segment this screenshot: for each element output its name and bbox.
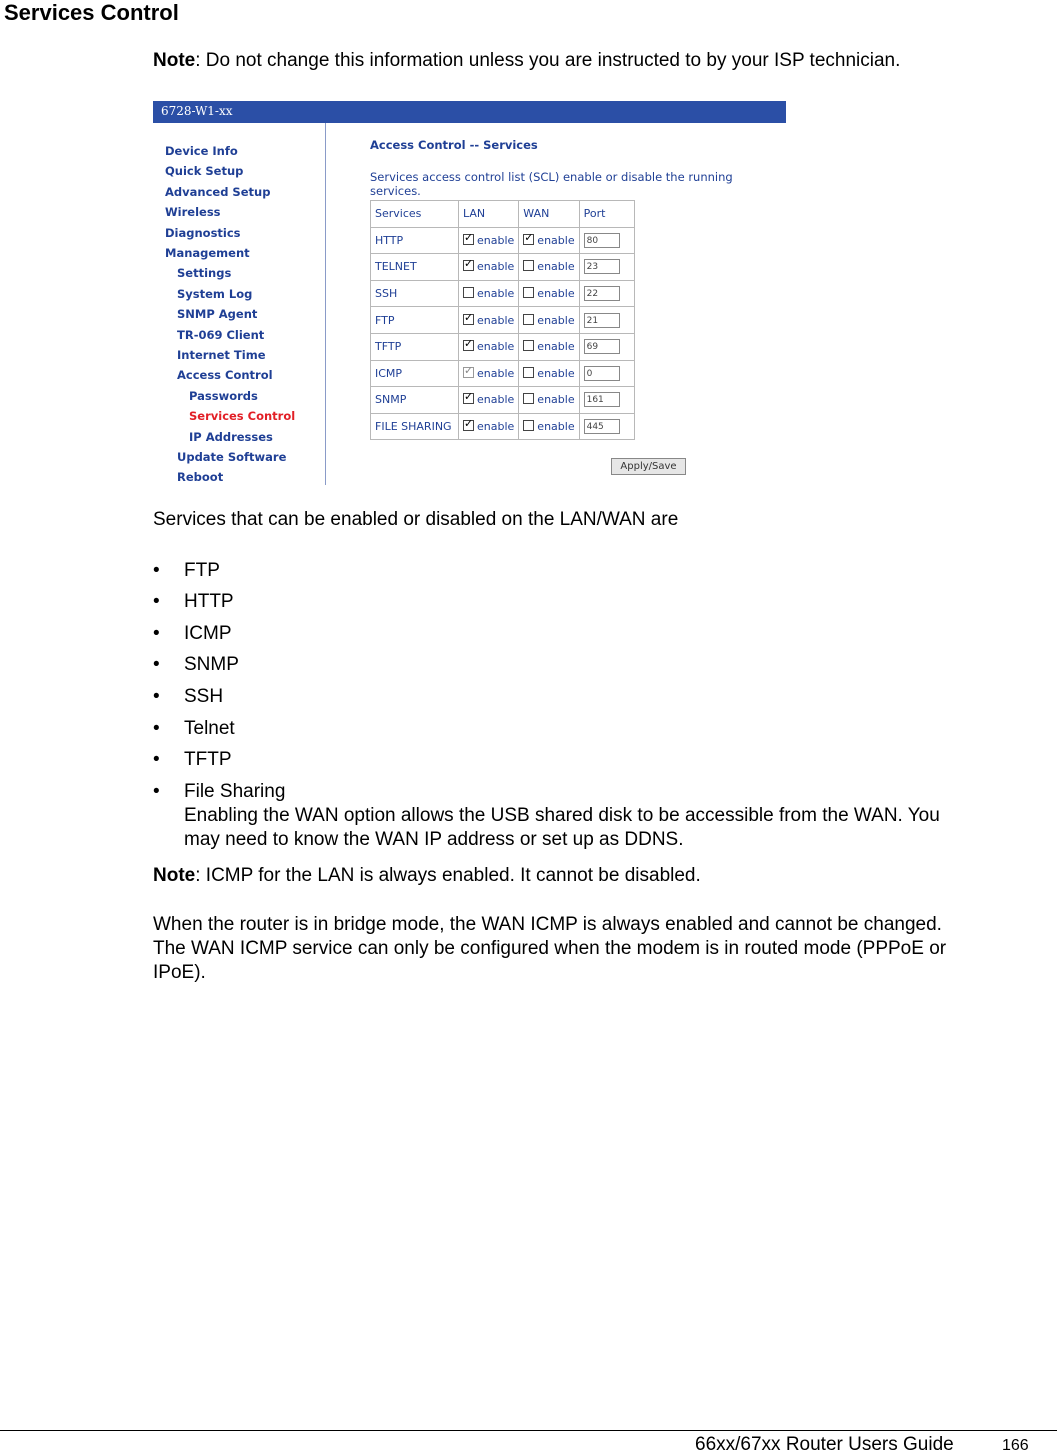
file-sharing-description-line: Enabling the WAN option allows the USB shared disk to be accessible from the WAN. You (184, 805, 940, 826)
bullet-item: SSH (184, 686, 224, 707)
checkbox-unchecked-icon (523, 393, 534, 404)
page-number: 166 (1002, 1437, 1029, 1454)
panel-description: Services access control list (SCL) enable or disable the running services. (370, 170, 733, 198)
bullet-item: FTP (184, 560, 220, 581)
table-row (371, 280, 635, 307)
checkbox-checked-icon (463, 420, 474, 431)
bullet-icon: • (153, 591, 160, 612)
page-title: Services Control (4, 0, 179, 25)
port-input[interactable]: 69 (584, 339, 620, 354)
bullet-item: TFTP (184, 749, 232, 770)
enable-label: enable (477, 420, 515, 434)
device-title: 6728-W1-xx (161, 104, 233, 118)
bullet-icon: • (153, 623, 160, 644)
lan-enable-checkbox[interactable] (459, 413, 519, 440)
table-header-row (371, 201, 635, 228)
port-cell (579, 360, 634, 387)
checkbox-unchecked-icon (523, 340, 534, 351)
checkbox-checked-icon (463, 340, 474, 351)
footer-rule (0, 1430, 1057, 1431)
table-row (371, 413, 635, 440)
enable-label: enable (537, 313, 575, 327)
enable-label: enable (537, 260, 575, 274)
wan-enable-checkbox[interactable] (519, 360, 579, 387)
port-cell (579, 333, 634, 360)
bridge-paragraph-line: The WAN ICMP service can only be configured when the modem is in routed mode (PPPoE or (153, 938, 947, 959)
enable-label: enable (537, 287, 575, 301)
enable-label: enable (477, 233, 515, 247)
checkbox-checked-icon (463, 314, 474, 325)
note-label: Note (153, 865, 196, 886)
enable-label: enable (537, 340, 575, 354)
port-cell (579, 254, 634, 281)
service-name: SNMP (371, 387, 459, 414)
bullet-item: File Sharing (184, 781, 286, 802)
bridge-paragraph-line: When the router is in bridge mode, the WAN ICMP is always enabled and cannot be changed. (153, 914, 942, 935)
lan-enable-checkbox[interactable] (459, 307, 519, 334)
enable-label: enable (537, 233, 575, 247)
service-name: FTP (371, 307, 459, 334)
header-wan: WAN (519, 201, 579, 228)
checkbox-unchecked-icon (523, 287, 534, 298)
service-name: TFTP (371, 333, 459, 360)
nav-advanced-setup[interactable]: Advanced Setup (165, 185, 271, 199)
nav-wireless[interactable]: Wireless (165, 205, 221, 219)
enable-label: enable (537, 393, 575, 407)
wan-enable-checkbox[interactable] (519, 387, 579, 414)
port-cell (579, 227, 634, 254)
bullet-item: HTTP (184, 591, 234, 612)
checkbox-unchecked-icon (523, 420, 534, 431)
lan-enable-checkbox[interactable] (459, 227, 519, 254)
enable-label: enable (477, 393, 515, 407)
nav-snmp-agent[interactable]: SNMP Agent (177, 307, 258, 321)
enable-label: enable (537, 420, 575, 434)
wan-enable-checkbox[interactable] (519, 413, 579, 440)
bullet-icon: • (153, 718, 160, 739)
checkbox-unchecked-icon (523, 260, 534, 271)
table-row (371, 387, 635, 414)
bullet-icon: • (153, 654, 160, 675)
enable-label: enable (477, 340, 515, 354)
lan-enable-checkbox-disabled (459, 360, 519, 387)
header-port: Port (579, 201, 634, 228)
bullet-icon: • (153, 686, 160, 707)
nav-divider (325, 123, 326, 485)
apply-save-button[interactable]: Apply/Save (611, 458, 686, 475)
bullet-icon: • (153, 781, 160, 802)
bullet-item: ICMP (184, 623, 232, 644)
nav-quick-setup[interactable]: Quick Setup (165, 164, 244, 178)
file-sharing-description-line: may need to know the WAN IP address or set up as DDNS. (184, 829, 684, 850)
service-name: FILE SHARING (371, 413, 459, 440)
port-input[interactable]: 22 (584, 286, 620, 301)
checkbox-unchecked-icon (523, 314, 534, 325)
enable-label: enable (477, 260, 515, 274)
note-text: : ICMP for the LAN is always enabled. It cannot be disabled. (195, 865, 701, 886)
service-name: HTTP (371, 227, 459, 254)
table-row (371, 333, 635, 360)
service-name: SSH (371, 280, 459, 307)
wan-enable-checkbox[interactable] (519, 333, 579, 360)
port-input[interactable]: 0 (584, 366, 620, 381)
port-cell (579, 387, 634, 414)
bullet-icon: • (153, 749, 160, 770)
nav-device-info[interactable]: Device Info (165, 144, 238, 158)
nav-diagnostics[interactable]: Diagnostics (165, 226, 241, 240)
port-cell (579, 307, 634, 334)
bullet-item: Telnet (184, 718, 235, 739)
port-input[interactable]: 21 (584, 313, 620, 328)
nav-management[interactable]: Management (165, 246, 250, 260)
services-table (370, 200, 635, 440)
checkbox-checked-icon (463, 393, 474, 404)
port-cell (579, 280, 634, 307)
lan-enable-checkbox[interactable] (459, 254, 519, 281)
nav-access-control[interactable]: Access Control (177, 368, 273, 382)
checkbox-checked-icon (463, 234, 474, 245)
port-input[interactable]: 23 (584, 259, 620, 274)
table-row (371, 254, 635, 281)
note-paragraph (153, 865, 701, 887)
nav-update-software[interactable]: Update Software (177, 450, 287, 464)
enable-label: enable (477, 287, 515, 301)
table-row (371, 307, 635, 334)
lan-enable-checkbox[interactable] (459, 387, 519, 414)
port-input[interactable]: 161 (584, 392, 620, 407)
footer-title: 66xx/67xx Router Users Guide (695, 1434, 954, 1455)
bullet-icon: • (153, 560, 160, 581)
nav-reboot[interactable]: Reboot (177, 470, 224, 484)
checkbox-unchecked-icon (523, 367, 534, 378)
enable-label: enable (537, 366, 575, 380)
lan-enable-checkbox[interactable] (459, 333, 519, 360)
nav-internet-time[interactable]: Internet Time (177, 348, 266, 362)
panel-title: Access Control -- Services (370, 138, 538, 152)
enable-label: enable (477, 366, 515, 380)
port-cell (579, 413, 634, 440)
device-title-bar (153, 101, 786, 123)
nav-tr069-client[interactable]: TR-069 Client (177, 328, 265, 342)
header-services: Services (371, 201, 459, 228)
checkbox-checked-icon (523, 234, 534, 245)
note-text: : Do not change this information unless you are instructed to by your ISP technician. (195, 50, 901, 71)
nav-passwords[interactable]: Passwords (189, 389, 258, 403)
nav-settings[interactable]: Settings (177, 266, 232, 280)
wan-enable-checkbox[interactable] (519, 254, 579, 281)
checkbox-checked-icon (463, 260, 474, 271)
port-input[interactable]: 445 (584, 419, 620, 434)
checkbox-checked-disabled-icon (463, 367, 474, 378)
bridge-paragraph-line: IPoE). (153, 962, 206, 983)
service-name: TELNET (371, 254, 459, 281)
enable-label: enable (477, 313, 515, 327)
note-label: Note (153, 50, 196, 71)
port-input[interactable]: 80 (584, 233, 620, 248)
service-name: ICMP (371, 360, 459, 387)
note-paragraph (153, 50, 900, 72)
wan-enable-checkbox[interactable] (519, 227, 579, 254)
nav-services-control[interactable]: Services Control (189, 409, 296, 423)
lan-enable-checkbox[interactable] (459, 280, 519, 307)
wan-enable-checkbox[interactable] (519, 307, 579, 334)
checkbox-unchecked-icon (463, 287, 474, 298)
nav-ip-addresses[interactable]: IP Addresses (189, 430, 273, 444)
table-row (371, 360, 635, 387)
router-screenshot (153, 101, 786, 485)
table-row (371, 227, 635, 254)
header-lan: LAN (459, 201, 519, 228)
intro-paragraph: Services that can be enabled or disabled on the LAN/WAN are (153, 509, 679, 530)
bullet-item: SNMP (184, 654, 239, 675)
wan-enable-checkbox[interactable] (519, 280, 579, 307)
nav-system-log[interactable]: System Log (177, 287, 253, 301)
